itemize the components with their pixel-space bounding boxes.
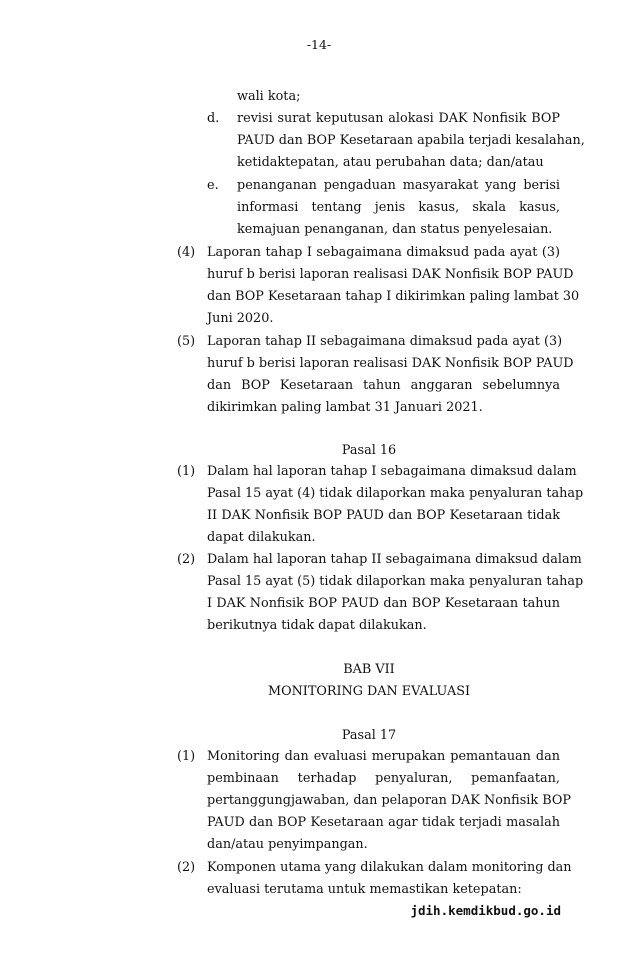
paragraph-line: Komponen utama yang dilakukan dalam monitoring dan (207, 860, 572, 875)
continuation-line: wali kota; (237, 89, 301, 104)
paragraph-line: pertanggungjawaban, dan pelaporan DAK Nonfisik BOP (207, 793, 571, 808)
paragraph-mark: (2) (177, 552, 196, 567)
pasal-17-heading: Pasal 17 (341, 728, 397, 743)
item-mark-e: e. (207, 178, 219, 193)
item-e-line: penanganan pengaduan masyarakat yang berisi (237, 178, 560, 193)
paragraph-line: II DAK Nonfisik BOP PAUD dan BOP Kesetaraan tidak (207, 508, 560, 523)
paragraph-line: Pasal 15 ayat (4) tidak dilaporkan maka penyaluran tahap (207, 486, 584, 501)
footer-site-label: jdih.kemdikbud.go.id (410, 903, 561, 918)
bab-number: BAB VII (343, 662, 395, 677)
paragraph-mark: (1) (177, 464, 196, 479)
paragraph-line: PAUD dan BOP Kesetaraan agar tidak terjadi masalah (207, 815, 560, 830)
item-mark-d: d. (207, 111, 220, 126)
paragraph-line: Laporan tahap I sebagaimana dimaksud pada ayat (3) (207, 245, 560, 260)
bab-title: MONITORING DAN EVALUASI (267, 684, 471, 699)
item-e-line: kemajuan penanganan, dan status penyelesaian. (237, 222, 553, 237)
paragraph-line: berikutnya tidak dapat dilakukan. (207, 618, 427, 633)
paragraph-line: Dalam hal laporan tahap II sebagaimana dimaksud dalam (207, 552, 582, 567)
paragraph-line: dapat dilakukan. (207, 530, 316, 545)
paragraph-line: Monitoring dan evaluasi merupakan pemantauan dan (207, 749, 560, 764)
page-number: -14- (306, 37, 332, 52)
item-d-line: PAUD dan BOP Kesetaraan apabila terjadi kesalahan, (237, 133, 585, 148)
paragraph-mark: (2) (177, 860, 196, 875)
paragraph-mark: (5) (177, 334, 196, 349)
paragraph-line: Dalam hal laporan tahap I sebagaimana dimaksud dalam (207, 464, 577, 479)
paragraph-line: huruf b berisi laporan realisasi DAK Nonfisik BOP PAUD (207, 267, 574, 282)
paragraph-line: dikirimkan paling lambat 31 Januari 2021. (207, 400, 483, 415)
paragraph-mark: (4) (177, 245, 196, 260)
paragraph-mark: (1) (177, 749, 196, 764)
paragraph-line: dan/atau penyimpangan. (207, 837, 368, 852)
paragraph-line: Pasal 15 ayat (5) tidak dilaporkan maka penyaluran tahap (207, 574, 584, 589)
paragraph-line: I DAK Nonfisik BOP PAUD dan BOP Kesetaraan tahun (207, 596, 560, 611)
paragraph-line: huruf b berisi laporan realisasi DAK Nonfisik BOP PAUD (207, 356, 574, 371)
item-d-line: ketidaktepatan, atau perubahan data; dan/atau (237, 155, 544, 170)
pasal-16-heading: Pasal 16 (341, 443, 397, 458)
paragraph-line: Laporan tahap II sebagaimana dimaksud pada ayat (3) (207, 334, 563, 349)
paragraph-line: pembinaan terhadap penyaluran, pemanfaatan, (207, 771, 560, 786)
item-e-line: informasi tentang jenis kasus, skala kasus, (237, 200, 560, 215)
item-d-line: revisi surat keputusan alokasi DAK Nonfisik BOP (237, 111, 560, 126)
paragraph-line: dan BOP Kesetaraan tahap I dikirimkan paling lambat 30 (207, 289, 580, 304)
paragraph-line: dan BOP Kesetaraan tahun anggaran sebelumnya (207, 378, 560, 393)
paragraph-line: Juni 2020. (207, 311, 274, 326)
paragraph-line: evaluasi terutama untuk memastikan ketepatan: (207, 882, 522, 897)
